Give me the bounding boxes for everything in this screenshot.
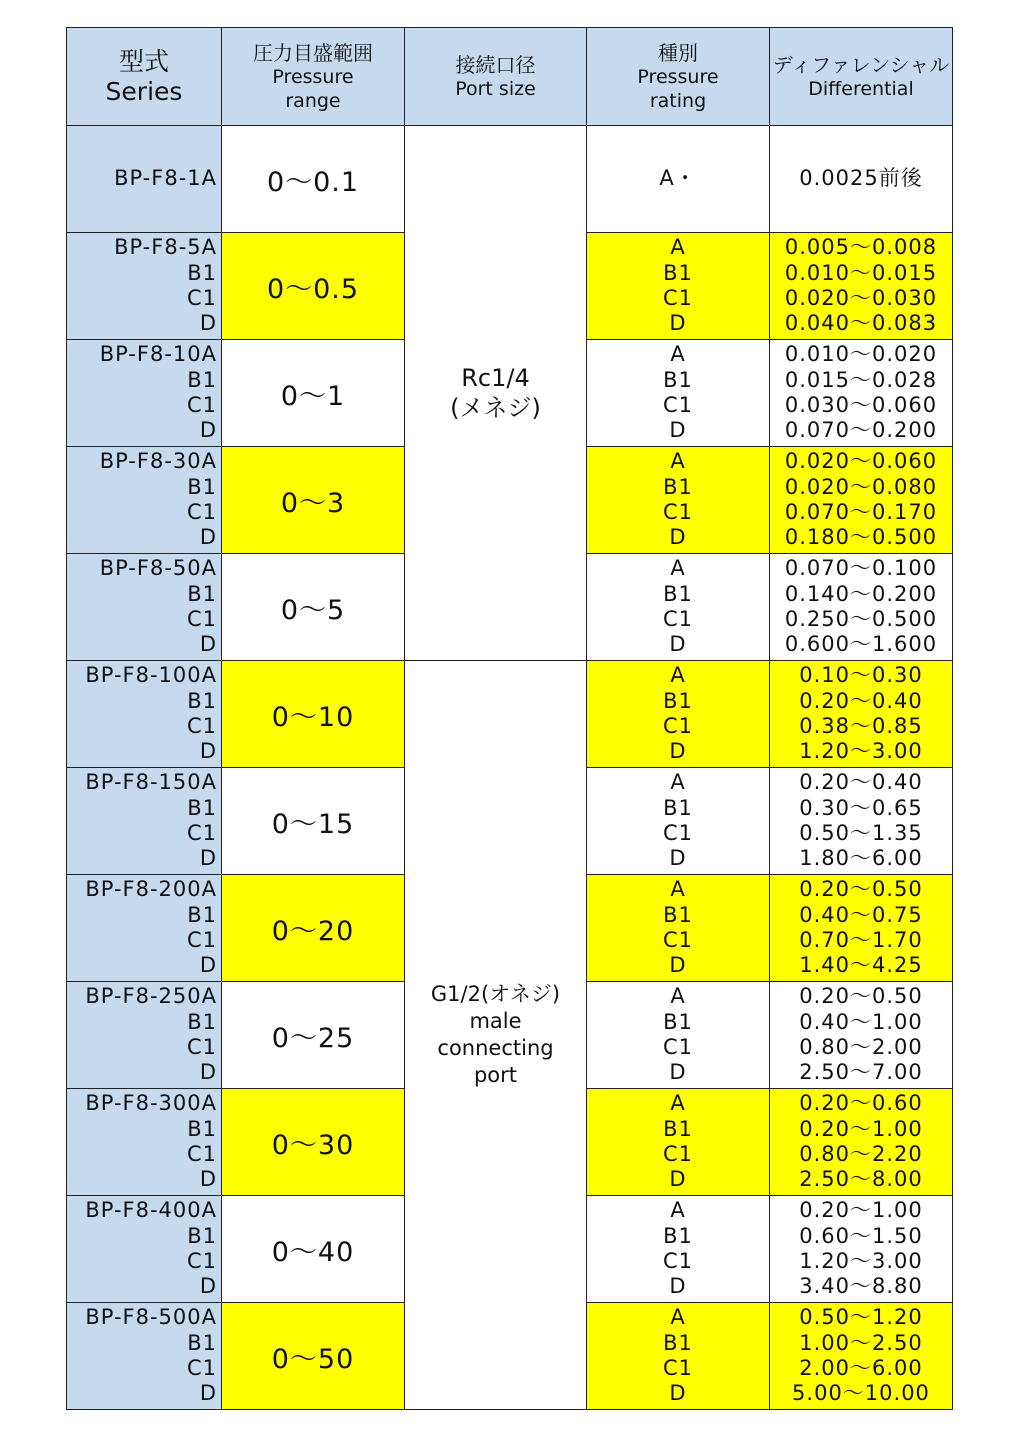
header-series-en: Series	[105, 76, 183, 106]
series-variant: D	[199, 311, 217, 336]
series-variant: B1	[187, 902, 217, 927]
differential-cell	[770, 982, 953, 1089]
series-cell	[67, 554, 222, 661]
rating-value: C1	[662, 1035, 694, 1059]
differential-value: 0.20～0.40	[799, 770, 923, 795]
differential-value: 0.70～1.70	[799, 928, 923, 952]
pressure-rating-cell	[587, 447, 770, 554]
header-rating	[587, 28, 770, 126]
series-variant: C1	[186, 928, 217, 952]
port-g-line2: male	[469, 1009, 522, 1033]
rating-value: C1	[662, 500, 694, 524]
header-diff-en: Differential	[808, 77, 914, 100]
differential-value: 0.20～1.00	[799, 1198, 923, 1223]
differential-value: 1.00～2.50	[799, 1330, 923, 1355]
rating-value: A	[670, 984, 686, 1009]
rating-value: A・	[659, 166, 697, 191]
series-variant: C1	[186, 1035, 217, 1059]
series-variant: B1	[187, 1116, 217, 1141]
rating-value: A	[670, 1091, 686, 1116]
series-variant: C1	[186, 1249, 217, 1273]
series-model: BP-F8-1A	[114, 166, 217, 191]
differential-value: 0.80～2.00	[799, 1035, 923, 1059]
differential-value: 0.010～0.020	[784, 342, 938, 367]
series-model: BP-F8-500A	[85, 1305, 217, 1330]
header-rating-en2: rating	[649, 89, 707, 112]
rating-value: A	[670, 556, 686, 581]
differential-value: 1.80～6.00	[799, 846, 923, 871]
differential-value: 0.020～0.030	[784, 286, 938, 310]
series-cell	[67, 982, 222, 1089]
series-variant: B1	[187, 1009, 217, 1034]
series-variant: C1	[186, 500, 217, 524]
series-variant: D	[199, 1274, 217, 1299]
series-model: BP-F8-250A	[85, 984, 217, 1009]
rating-value: D	[669, 1381, 687, 1406]
differential-value: 0.180～0.500	[784, 525, 938, 550]
rating-value: C1	[662, 714, 694, 738]
differential-value: 1.40～4.25	[799, 953, 923, 978]
series-variant: B1	[187, 1223, 217, 1248]
rating-value: B1	[663, 795, 693, 820]
series-model: BP-F8-5A	[114, 235, 217, 260]
series-variant: C1	[186, 714, 217, 738]
series-variant: D	[199, 632, 217, 657]
differential-value: 0.005～0.008	[784, 235, 938, 260]
port-g-line3: connecting	[437, 1036, 554, 1060]
series-cell	[67, 768, 222, 875]
pressure-rating-cell	[587, 233, 770, 340]
rating-value: A	[670, 342, 686, 367]
header-series-ja: 型式	[118, 46, 169, 76]
series-model: BP-F8-300A	[85, 1091, 217, 1116]
spec-table	[66, 27, 953, 1410]
series-variant: C1	[186, 1142, 217, 1166]
header-range-ja: 圧力目盛範囲	[253, 40, 373, 65]
rating-value: B1	[663, 474, 693, 499]
header-range-en2: range	[285, 89, 341, 112]
header-rating-ja: 種別	[658, 40, 698, 65]
series-variant: B1	[187, 1330, 217, 1355]
header-port-en: Port size	[455, 77, 536, 100]
series-variant: D	[199, 525, 217, 550]
differential-value: 0.0025前後	[799, 166, 923, 191]
differential-value: 0.20～0.40	[799, 688, 923, 713]
differential-value: 2.50～8.00	[799, 1167, 923, 1192]
rating-value: B1	[663, 581, 693, 606]
rating-value: D	[669, 953, 687, 978]
differential-value: 2.50～7.00	[799, 1060, 923, 1085]
differential-value: 0.30～0.65	[799, 795, 923, 820]
differential-value: 0.50～1.35	[799, 821, 923, 845]
differential-value: 0.010～0.015	[784, 260, 938, 285]
pressure-range-cell: 0～30	[222, 1089, 405, 1196]
pressure-rating-cell	[587, 554, 770, 661]
rating-value: D	[669, 418, 687, 443]
differential-cell	[770, 661, 953, 768]
rating-value: C1	[662, 821, 694, 845]
pressure-rating-cell	[587, 875, 770, 982]
pressure-rating-cell	[587, 1303, 770, 1410]
rating-value: D	[669, 311, 687, 336]
spec-table-body	[67, 28, 953, 1410]
differential-value: 0.070～0.170	[784, 500, 938, 524]
port-g-line1: G1/2(オネジ)	[430, 982, 561, 1006]
header-range	[222, 28, 405, 126]
header-row	[67, 28, 953, 126]
series-model: BP-F8-200A	[85, 877, 217, 902]
rating-value: C1	[662, 286, 694, 310]
differential-cell	[770, 875, 953, 982]
rating-value: D	[669, 739, 687, 764]
rating-value: C1	[662, 928, 694, 952]
series-variant: B1	[187, 474, 217, 499]
differential-value: 0.070～0.200	[784, 418, 938, 443]
differential-value: 0.20～1.00	[799, 1116, 923, 1141]
differential-value: 3.40～8.80	[799, 1274, 923, 1299]
series-variant: D	[199, 1060, 217, 1085]
differential-value: 0.015～0.028	[784, 367, 938, 392]
rating-value: A	[670, 1305, 686, 1330]
pressure-rating-cell	[587, 661, 770, 768]
table-row	[67, 661, 953, 768]
series-variant: B1	[187, 688, 217, 713]
differential-value: 0.20～0.50	[799, 877, 923, 902]
differential-value: 0.040～0.083	[784, 311, 938, 336]
differential-value: 0.40～0.75	[799, 902, 923, 927]
pressure-range-cell: 0～0.5	[222, 233, 405, 340]
pressure-range-cell: 0～0.1	[222, 126, 405, 233]
pressure-rating-cell	[587, 768, 770, 875]
differential-cell	[770, 768, 953, 875]
series-variant: C1	[186, 821, 217, 845]
series-cell	[67, 1089, 222, 1196]
differential-cell	[770, 554, 953, 661]
differential-value: 0.10～0.30	[799, 663, 923, 688]
series-variant: D	[199, 1167, 217, 1192]
rating-value: B1	[663, 902, 693, 927]
series-model: BP-F8-100A	[85, 663, 217, 688]
rating-value: B1	[663, 260, 693, 285]
series-variant: C1	[186, 1356, 217, 1380]
series-cell	[67, 126, 222, 233]
header-diff	[770, 28, 953, 126]
pressure-range-cell: 0～40	[222, 1196, 405, 1303]
pressure-range-cell: 0～3	[222, 447, 405, 554]
pressure-range-cell: 0～20	[222, 875, 405, 982]
differential-value: 0.020～0.060	[784, 449, 938, 474]
pressure-range-cell: 0～50	[222, 1303, 405, 1410]
rating-value: B1	[663, 1330, 693, 1355]
series-variant: D	[199, 953, 217, 978]
series-variant: D	[199, 1381, 217, 1406]
pressure-range-cell: 0～25	[222, 982, 405, 1089]
rating-value: A	[670, 1198, 686, 1223]
series-cell	[67, 875, 222, 982]
rating-value: C1	[662, 393, 694, 417]
rating-value: C1	[662, 607, 694, 631]
header-series	[67, 28, 222, 126]
rating-value: A	[670, 235, 686, 260]
header-port	[405, 28, 587, 126]
rating-value: D	[669, 1060, 687, 1085]
rating-value: D	[669, 632, 687, 657]
rating-value: B1	[663, 1223, 693, 1248]
port-rc-line2: (メネジ)	[450, 394, 541, 422]
series-variant: B1	[187, 581, 217, 606]
differential-value: 0.20～0.50	[799, 984, 923, 1009]
series-variant: B1	[187, 367, 217, 392]
differential-value: 0.030～0.060	[784, 393, 938, 417]
rating-value: B1	[663, 367, 693, 392]
series-variant: C1	[186, 607, 217, 631]
header-port-ja: 接続口径	[455, 52, 536, 77]
rating-value: C1	[662, 1356, 694, 1380]
series-variant: B1	[187, 260, 217, 285]
rating-value: A	[670, 770, 686, 795]
rating-value: A	[670, 663, 686, 688]
differential-value: 0.140～0.200	[784, 581, 938, 606]
series-variant: C1	[186, 393, 217, 417]
header-rating-en1: Pressure	[637, 65, 719, 88]
series-variant: B1	[187, 795, 217, 820]
pressure-rating-cell	[587, 982, 770, 1089]
rating-value: D	[669, 846, 687, 871]
differential-value: 0.50～1.20	[799, 1305, 923, 1330]
differential-value: 5.00～10.00	[792, 1381, 930, 1406]
series-model: BP-F8-50A	[99, 556, 217, 581]
pressure-rating-cell	[587, 1196, 770, 1303]
differential-value: 1.20～3.00	[799, 739, 923, 764]
series-model: BP-F8-400A	[85, 1198, 217, 1223]
series-cell	[67, 447, 222, 554]
pressure-range-cell: 0～10	[222, 661, 405, 768]
differential-cell	[770, 1089, 953, 1196]
differential-cell	[770, 1196, 953, 1303]
port-size-g-cell	[405, 661, 587, 1410]
rating-value: A	[670, 449, 686, 474]
port-size-rc-cell	[405, 126, 587, 661]
series-model: BP-F8-10A	[99, 342, 217, 367]
rating-value: C1	[662, 1249, 694, 1273]
series-cell	[67, 1303, 222, 1410]
differential-value: 0.80～2.20	[799, 1142, 923, 1166]
rating-value: C1	[662, 1142, 694, 1166]
header-diff-ja: ディファレンシャル	[772, 52, 950, 77]
pressure-range-cell: 0～15	[222, 768, 405, 875]
differential-value: 0.38～0.85	[799, 714, 923, 738]
series-model: BP-F8-150A	[85, 770, 217, 795]
series-model: BP-F8-30A	[99, 449, 217, 474]
series-cell	[67, 661, 222, 768]
differential-value: 0.070～0.100	[784, 556, 938, 581]
differential-value: 0.40～1.00	[799, 1009, 923, 1034]
rating-value: D	[669, 525, 687, 550]
differential-value: 2.00～6.00	[799, 1356, 923, 1380]
rating-value: B1	[663, 1009, 693, 1034]
rating-value: D	[669, 1274, 687, 1299]
pressure-range-cell: 0～1	[222, 340, 405, 447]
differential-value: 0.600～1.600	[784, 632, 938, 657]
pressure-rating-cell	[587, 1089, 770, 1196]
series-cell	[67, 340, 222, 447]
header-range-en1: Pressure	[272, 65, 354, 88]
series-variant: D	[199, 739, 217, 764]
differential-value: 0.60～1.50	[799, 1223, 923, 1248]
differential-cell	[770, 1303, 953, 1410]
series-variant: D	[199, 846, 217, 871]
rating-value: D	[669, 1167, 687, 1192]
series-cell	[67, 233, 222, 340]
pressure-range-cell: 0～5	[222, 554, 405, 661]
port-rc-line1: Rc1/4	[461, 364, 530, 392]
series-cell	[67, 1196, 222, 1303]
rating-value: B1	[663, 1116, 693, 1141]
series-variant: D	[199, 418, 217, 443]
series-variant: C1	[186, 286, 217, 310]
rating-value: A	[670, 877, 686, 902]
differential-value: 0.250～0.500	[784, 607, 938, 631]
pressure-rating-cell	[587, 340, 770, 447]
differential-cell	[770, 126, 953, 233]
differential-value: 1.20～3.00	[799, 1249, 923, 1273]
differential-value: 0.20～0.60	[799, 1091, 923, 1116]
port-g-line4: port	[473, 1063, 518, 1087]
pressure-rating-cell	[587, 126, 770, 233]
differential-cell	[770, 447, 953, 554]
differential-cell	[770, 340, 953, 447]
differential-cell	[770, 233, 953, 340]
differential-value: 0.020～0.080	[784, 474, 938, 499]
table-row	[67, 126, 953, 233]
rating-value: B1	[663, 688, 693, 713]
